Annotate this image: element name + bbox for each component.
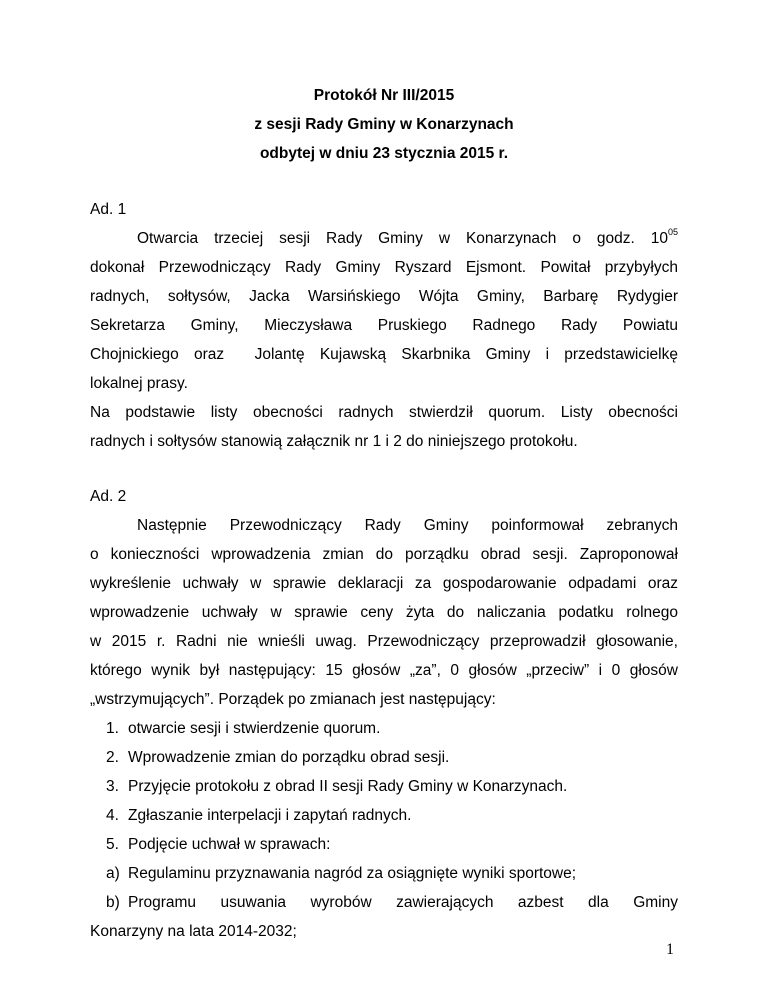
doc-subtitle: z sesji Rady Gminy w Konarzynach	[254, 116, 514, 133]
paragraph-line: Chojnickiego oraz Jolantę Kujawską Skarbnika Gminy i przedstawicielkę	[90, 346, 678, 363]
agenda-subitem: b) Programu usuwania wyrobów zawierających azbest dla Gminy	[106, 894, 678, 911]
agenda-item: 1. otwarcie sesji i stwierdzenie quorum.	[106, 720, 381, 737]
agenda-item: 2. Wprowadzenie zmian do porządku obrad sesji.	[106, 749, 450, 766]
agenda-item: 3. Przyjęcie protokołu z obrad II sesji Rady Gminy w Konarzynach.	[106, 778, 568, 795]
section-heading-ad2: Ad. 2	[90, 488, 127, 505]
paragraph-line: w 2015 r. Radni nie wnieśli uwag. Przewodniczący przeprowadził głosowanie,	[90, 633, 678, 650]
paragraph-line: o konieczności wprowadzenia zmian do porządku obrad sesji. Zaproponował	[90, 546, 678, 563]
time-superscript: 05	[667, 227, 678, 237]
paragraph-line: Sekretarza Gminy, Mieczysława Pruskiego Radnego Rady Powiatu	[90, 317, 678, 334]
agenda-continuation: Konarzyny na lata 2014-2032;	[90, 923, 297, 940]
paragraph-line: „wstrzymujących”. Porządek po zmianach jest następujący:	[90, 691, 496, 708]
agenda-item: 4. Zgłaszanie interpelacji i zapytań radnych.	[106, 807, 412, 824]
doc-title: Protokół Nr III/2015	[313, 87, 455, 104]
page-number: 1	[666, 941, 674, 958]
paragraph-line: Otwarcia trzeciej sesji Rady Gminy w Konarzynach o godz. $10^{05}$	[137, 227, 678, 247]
paragraph-line: radnych i sołtysów stanowią załącznik nr 1 i 2 do niniejszego protokołu.	[90, 433, 578, 450]
paragraph-line: Na podstawie listy obecności radnych stwierdził quorum. Listy obecności	[90, 404, 678, 421]
agenda-item: 5. Podjęcie uchwał w sprawach:	[106, 836, 331, 853]
paragraph-line: Następnie Przewodniczący Rady Gminy poinformował zebranych	[137, 517, 678, 534]
doc-date: odbytej w dniu 23 stycznia 2015 r.	[259, 145, 509, 162]
agenda-subitem: a) Regulaminu przyznawania nagród za osiągnięte wyniki sportowe;	[106, 865, 577, 882]
paragraph-line: radnych, sołtysów, Jacka Warsińskiego Wójta Gminy, Barbarę Rydygier	[90, 288, 678, 305]
paragraph-line: którego wynik był następujący: 15 głosów „za”, 0 głosów „przeciw” i 0 głosów	[90, 662, 678, 679]
paragraph-line: dokonał Przewodniczący Rady Gminy Ryszard Ejsmont. Powitał przybyłych	[90, 259, 678, 276]
section-heading-ad1: Ad. 1	[90, 201, 127, 218]
paragraph-line: wykreślenie uchwały w sprawie deklaracji za gospodarowanie odpadami oraz	[90, 575, 678, 592]
paragraph-line: wprowadzenie uchwały w sprawie ceny żyta do naliczania podatku rolnego	[90, 604, 678, 621]
paragraph-line: lokalnej prasy.	[90, 375, 188, 392]
